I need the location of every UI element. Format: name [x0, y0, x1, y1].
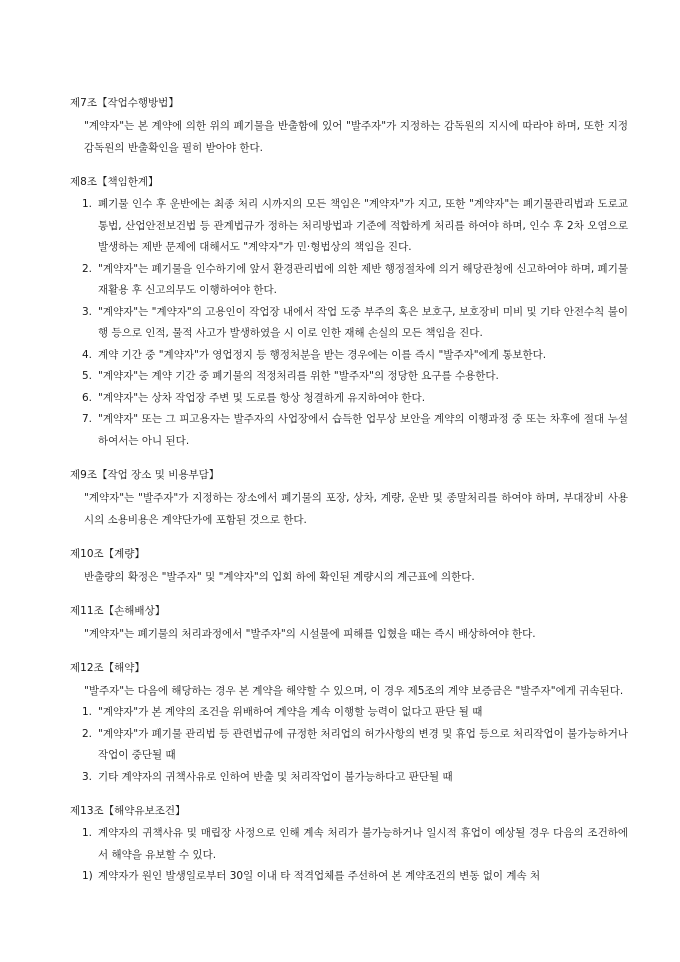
- article-7: [70, 93, 628, 159]
- list-item: [70, 259, 628, 302]
- article-11: [70, 601, 628, 645]
- list-item: [70, 388, 628, 410]
- article-13: [70, 801, 628, 888]
- item-number: 3.: [82, 305, 93, 318]
- article-12: [70, 658, 628, 788]
- article-item-list: [70, 194, 628, 452]
- list-item: [70, 767, 628, 789]
- item-text: "계약자"가 폐기물 관리법 등 관련법규에 규정한 처리업의 허가사항의 변경 및 휴업 등으로 처리작업이 불가능하거나 작업이 중단될 때: [98, 727, 628, 761]
- item-number: 2.: [82, 262, 93, 275]
- article-10: [70, 544, 628, 588]
- article-item-list: [70, 823, 628, 866]
- item-number: 2.: [82, 727, 93, 740]
- article-title: 제12조【해약】: [70, 662, 145, 674]
- item-text: "계약자"는 계약 기간 중 폐기물의 적정처리를 위한 "발주자"의 정당한 요구를 수용한다.: [98, 370, 499, 382]
- list-item: [70, 366, 628, 388]
- article-paragraph: 반출량의 확정은 "발주자" 및 "계약자"의 입회 하에 확인된 계량시의 계근표에 의한다.: [84, 571, 475, 583]
- item-number: 7.: [82, 413, 93, 425]
- article-paragraph: "계약자"는 "발주자"가 지정하는 장소에서 폐기물의 포장, 상차, 계량, 운반 및 종말처리를 하여야 하며, 부대장비 사용 시의 소용비용은 계약단가에 포함된 것으로 한다.: [84, 492, 628, 526]
- item-number: 1.: [82, 706, 93, 718]
- article-title: 제11조【손해배상】: [70, 605, 166, 617]
- list-item: [70, 702, 628, 724]
- item-text: 계약 기간 중 "계약자"가 영업정지 등 행정처분을 받는 경우에는 이를 즉시 "발주자"에게 통보한다.: [98, 348, 547, 361]
- item-text: 폐기물 인수 후 운반에는 최종 처리 시까지의 모든 책임은 "계약자"가 지고, 또한 "계약자"는 폐기물관리법과 도로교통법, 산업안전보건법 등 관계법규가 정하는 처리방법과 기준에 적합하게 처리를 하여야 하며, 인수 후 2차 오염으로 발생하는 제반 문제에 대해서도 "계약자"가 민·형법상의 책임을 진다.: [98, 198, 628, 253]
- list-item: [70, 724, 628, 767]
- article-title: 제10조【계량】: [70, 548, 145, 560]
- article-title: 제7조【작업수행방법】: [70, 97, 179, 109]
- article-title: 제13조【해약유보조건】: [70, 805, 186, 817]
- item-text: "계약자"는 "계약자"의 고용인이 작업장 내에서 작업 도중 부주의 혹은 보호구, 보호장비 미비 및 기타 안전수칙 불이행 등으로 인적, 물적 사고가 발생하였을 시 이로 인한 재해 손실의 모든 책임을 진다.: [98, 305, 628, 339]
- article-9: [70, 465, 628, 531]
- article-8: [70, 172, 628, 452]
- list-item: [70, 823, 628, 866]
- item-text: "계약자"는 상차 작업장 주변 및 도로를 항상 청결하게 유지하여야 한다.: [98, 391, 426, 404]
- list-item: [70, 409, 628, 452]
- item-text: 계약자가 원인 발생일로부터 30일 이내 타 적격업체를 주선하여 본 계약조건의 변동 없이 계속 처: [98, 870, 541, 882]
- list-item: [70, 302, 628, 345]
- article-item-list: [70, 702, 628, 788]
- item-number: 1): [82, 870, 93, 882]
- list-item: [70, 194, 628, 259]
- item-text: "계약자" 또는 그 피고용자는 발주자의 사업장에서 습득한 업무상 보안을 계약의 이행과정 중 또는 차후에 절대 누설하여서는 아니 된다.: [98, 413, 628, 447]
- article-title: 제9조【작업 장소 및 비용부담】: [70, 469, 220, 481]
- article-paragraph: "계약자"는 폐기물의 처리과정에서 "발주자"의 시설물에 피해를 입혔을 때는 즉시 배상하여야 한다.: [84, 628, 536, 640]
- item-text: "계약자"는 폐기물을 인수하기에 앞서 환경관리법에 의한 제반 행정절차에 의거 해당관청에 신고하여야 하며, 폐기물 재활용 후 신고의무도 이행하여야 한다.: [98, 262, 628, 296]
- item-text: "계약자"가 본 계약의 조건을 위배하여 계약을 계속 이행할 능력이 없다고 판단 될 때: [98, 706, 483, 718]
- sub-list-item: [70, 866, 628, 888]
- item-text: 계약자의 귀책사유 및 매립장 사정으로 인해 계속 처리가 불가능하거나 일시적 휴업이 예상될 경우 다음의 조건하에서 해약을 유보할 수 있다.: [98, 827, 628, 861]
- article-paragraph: "발주자"는 다음에 해당하는 경우 본 계약을 해약할 수 있으며, 이 경우 제5조의 계약 보증금은 "발주자"에게 귀속된다.: [84, 685, 624, 697]
- item-number: 6.: [82, 391, 93, 404]
- item-number: 5.: [82, 370, 93, 382]
- item-number: 4.: [82, 348, 93, 361]
- item-text: 기타 계약자의 귀책사유로 인하여 반출 및 처리작업이 불가능하다고 판단될 때: [98, 770, 453, 783]
- item-number: 1.: [82, 827, 93, 839]
- item-number: 3.: [82, 770, 93, 783]
- list-item: [70, 345, 628, 367]
- item-number: 1.: [82, 198, 93, 210]
- article-title: 제8조【책임한계】: [70, 176, 159, 188]
- article-paragraph: "계약자"는 본 계약에 의한 위의 폐기물을 반출함에 있어 "발주자"가 지정하는 감독원의 지시에 따라야 하며, 또한 지정감독원의 반출확인을 필히 받아야 한다.: [84, 120, 628, 154]
